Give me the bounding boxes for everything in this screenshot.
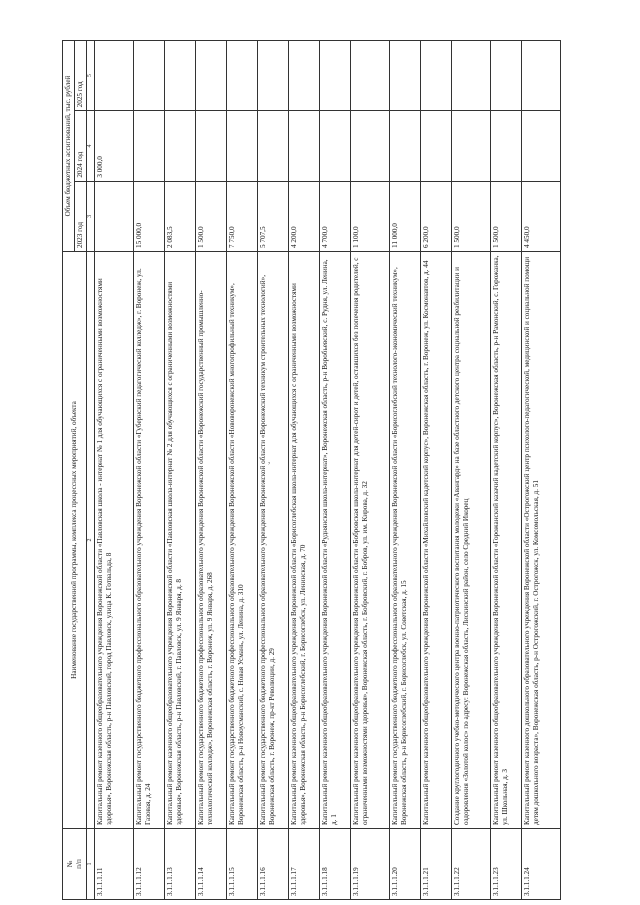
header-row	[63, 41, 75, 900]
row-number: 3.1.1.1.12	[134, 829, 165, 900]
table-row	[134, 41, 165, 900]
column-index: 2	[87, 252, 95, 829]
row-object-name: Капитальный ремонт казенного общеобразовательного учреждения Воронежской области «Бобровская школа-интернат для детей-сирот и детей, оставшихся без попечения родителей, с ограниченными возможностями здоровья», Воронежская область, г. Бобровский, г. Бобров, ул. им. Кирова, д. 32	[351, 252, 390, 829]
row-value-2025	[452, 41, 491, 111]
table-row	[165, 41, 196, 900]
row-number: 3.1.1.1.24	[522, 829, 561, 900]
scan-mark: ,	[268, 455, 271, 465]
header-name: Наименование государственной программы, комплекса процессных мероприятий, объекта	[63, 252, 87, 829]
row-object-name: Капитальный ремонт казенного общеобразовательного учреждения Воронежской области «Павловская школа-интернат № 2 для обучающихся с ограниченными возможностями здоровья», Воронежская область, р-н Павловский, г. Павловск, ул. 9 Января, д. 8	[165, 252, 196, 829]
table-wrapper	[62, 40, 602, 900]
row-value-2024	[165, 111, 196, 181]
table-row	[351, 41, 390, 900]
table-row	[95, 41, 134, 900]
row-number: 3.1.1.1.14	[196, 829, 227, 900]
row-value-2025	[390, 41, 421, 111]
row-value-2023: 5 707,5	[258, 181, 289, 251]
row-value-2024	[522, 111, 561, 181]
row-value-2024	[258, 111, 289, 181]
table-body	[95, 41, 561, 900]
row-number: 3.1.1.1.18	[320, 829, 351, 900]
table-row	[390, 41, 421, 900]
header-volume: Объем бюджетных ассигнований, тыс. рублей	[63, 41, 75, 252]
row-value-2023: 4 200,0	[289, 181, 320, 251]
column-index: 3	[87, 181, 95, 251]
row-number: 3.1.1.1.19	[351, 829, 390, 900]
row-number: 3.1.1.1.22	[452, 829, 491, 900]
row-value-2023: 4 450,0	[522, 181, 561, 251]
row-value-2024	[289, 111, 320, 181]
header-year-2025: 2025 год	[75, 41, 87, 111]
row-object-name: Капитальный ремонт казенного общеобразовательного учреждения Воронежской области «Горожанский казачий кадетский корпус», Воронежская область, р-н Рамонский, с. Горожанка, ул. Школьная, д. 3	[491, 252, 522, 829]
header-num: № п/п	[63, 829, 87, 900]
row-value-2023: 2 083,5	[165, 181, 196, 251]
row-object-name: Капитальный ремонт государственного бюджетного профессионального образовательного учреждения Воронежской области «Воронежский техникум строительных технологий», Воронежская область, г. Воронеж, пр-кт Революции, д. 29	[258, 252, 289, 829]
row-value-2025	[522, 41, 561, 111]
row-value-2023: 11 000,0	[390, 181, 421, 251]
row-object-name: Капитальный ремонт казенного общеобразовательного учреждения Воронежской области «Руднянская школа-интернат», Воронежская область, р-н Воробьевский, с. Рудня, ул. Ленина, д. 1	[320, 252, 351, 829]
row-number: 3.1.1.1.20	[390, 829, 421, 900]
row-value-2023: 1 500,0	[491, 181, 522, 251]
rotated-table-frame	[62, 40, 602, 900]
header-year-2024: 2024 год	[75, 111, 87, 181]
column-index-row	[87, 41, 95, 900]
row-value-2024	[320, 111, 351, 181]
table-row	[196, 41, 227, 900]
row-object-name: Капитальный ремонт казенного общеобразовательного учреждения Воронежской области «Михайловский кадетский корпус», Воронежская область, г. Воронеж, ул. Космонавтов, д. 44	[421, 252, 452, 829]
row-value-2023: 6 200,0	[421, 181, 452, 251]
row-value-2024	[390, 111, 421, 181]
column-index: 5	[87, 41, 95, 111]
row-value-2023: 15 000,0	[134, 181, 165, 251]
column-index: 4	[87, 111, 95, 181]
row-number: 3.1.1.1.11	[95, 829, 134, 900]
table-row	[289, 41, 320, 900]
row-object-name: Капитальный ремонт государственного бюджетного профессионального образовательного учреждения Воронежской области «Нововоронежский многопрофильный техникум», Воронежская область, р-н Новоусманский, с. Новая Усмань, ул. Ленина, д. 310	[227, 252, 258, 829]
row-value-2024	[491, 111, 522, 181]
row-value-2025	[95, 41, 134, 111]
row-object-name: Капитальный ремонт государственного бюджетного профессионального образовательного учреждения Воронежской области «Воронежский государственный промышленно-технологический колледж», Воронежская область, г. Воронеж, ул. 9 Января, д. 268	[196, 252, 227, 829]
row-object-name: Капитальный ремонт государственного бюджетного профессионального образовательного учреждения Воронежской области «Борисоглебский технолого-экономический техникум», Воронежская область, р-н Борисоглебский, г. Борисоглебск, ул. Советская, д. 15	[390, 252, 421, 829]
row-value-2023: 1 100,0	[351, 181, 390, 251]
row-value-2023: 1 500,0	[196, 181, 227, 251]
row-object-name: Капитальный ремонт государственного бюджетного профессионального образовательного учреждения Воронежской области «Губернский педагогический колледж», г. Воронеж, ул. Газовая, д. 24	[134, 252, 165, 829]
row-value-2023: 4 700,0	[320, 181, 351, 251]
row-object-name: Капитальный ремонт казенного общеобразовательного учреждения Воронежской области «Павловская школа - интернат № 1 для обучающихся с ограниченными возможностями здоровья», Воронежская область, р-н Павловский, город Павловск, улица К. Готвальда, 8	[95, 252, 134, 829]
row-value-2025	[491, 41, 522, 111]
row-value-2024	[351, 111, 390, 181]
row-value-2024	[196, 111, 227, 181]
table-row	[320, 41, 351, 900]
row-value-2023	[95, 181, 134, 251]
row-value-2025	[421, 41, 452, 111]
row-value-2023: 7 750,0	[227, 181, 258, 251]
table-row	[452, 41, 491, 900]
table-row	[522, 41, 561, 900]
table-row	[421, 41, 452, 900]
table-row	[258, 41, 289, 900]
budget-table	[62, 40, 561, 900]
row-number: 3.1.1.1.15	[227, 829, 258, 900]
row-number: 3.1.1.1.16	[258, 829, 289, 900]
column-index: 1	[87, 829, 95, 900]
row-number: 3.1.1.1.17	[289, 829, 320, 900]
row-value-2024: 3 000,0	[95, 111, 134, 181]
table-row	[491, 41, 522, 900]
row-value-2025	[289, 41, 320, 111]
row-value-2024	[227, 111, 258, 181]
row-number: 3.1.1.1.21	[421, 829, 452, 900]
row-value-2023: 1 500,0	[452, 181, 491, 251]
row-value-2025	[165, 41, 196, 111]
row-value-2025	[258, 41, 289, 111]
row-value-2024	[421, 111, 452, 181]
row-value-2025	[196, 41, 227, 111]
row-number: 3.1.1.1.23	[491, 829, 522, 900]
row-value-2024	[452, 111, 491, 181]
row-value-2025	[134, 41, 165, 111]
table-row	[227, 41, 258, 900]
header-year-2023: 2023 год	[75, 181, 87, 251]
row-object-name: Создание круглогодичного учебно-методического центра военно-патриотического воспитания молодежи «Авангард» на базе областного детского центра социальной реабилитации и оздоровления «Золотой колос» по адресу: Воронежская область, Лискинский район, село Средний Икорец	[452, 252, 491, 829]
row-object-name: Капитальный ремонт казенного дошкольного образовательного учреждения Воронежской области «Острогожский центр психолого-педагогической, медицинской и социальной помощи детям дошкольного возраста», Воронежская область, р-н Острогожский, г. Острогожск, ул. Комсомольская, д. 51	[522, 252, 561, 829]
row-value-2025	[227, 41, 258, 111]
row-value-2025	[351, 41, 390, 111]
row-value-2025	[320, 41, 351, 111]
row-value-2024	[134, 111, 165, 181]
row-number: 3.1.1.1.13	[165, 829, 196, 900]
row-object-name: Капитальный ремонт казенного общеобразовательного учреждения Воронежской области «Борисоглебская школа-интернат для обучающихся с ограниченными возможностями здоровья», Воронежская область, р-н Борисоглебский, г. Борисоглебск, ул. Ленинская, д. 70	[289, 252, 320, 829]
